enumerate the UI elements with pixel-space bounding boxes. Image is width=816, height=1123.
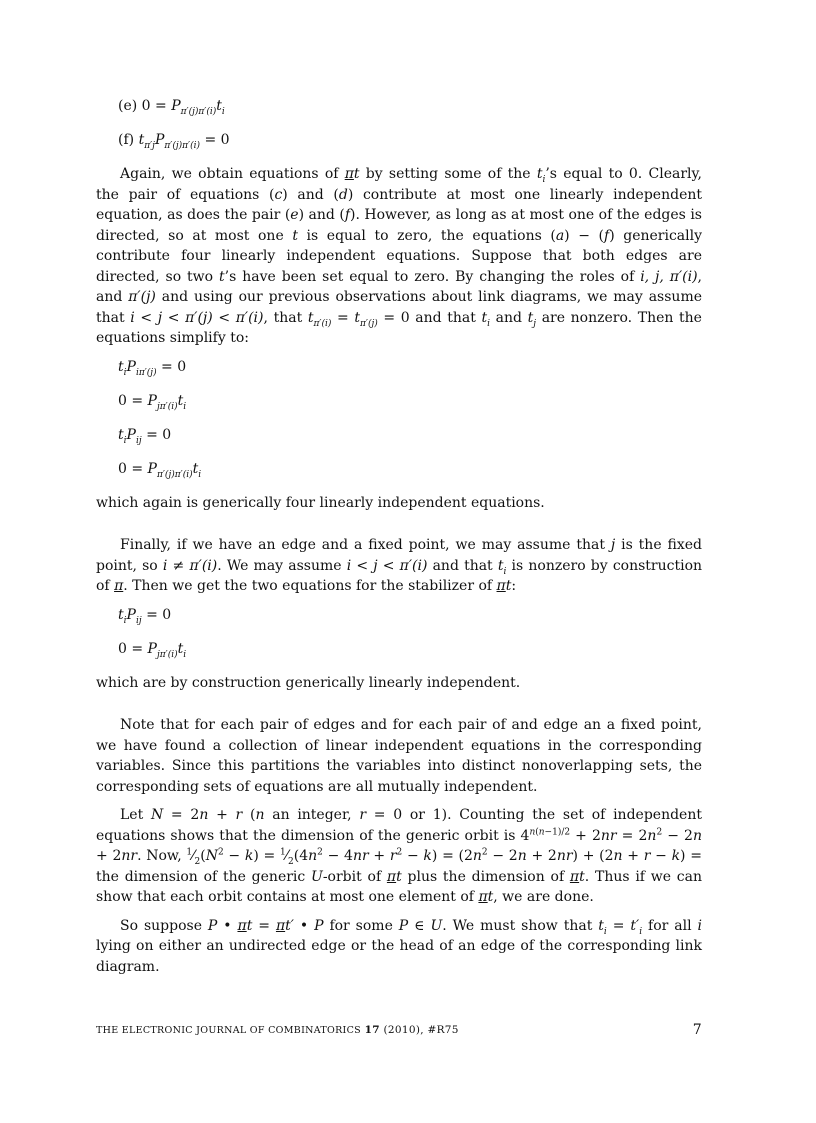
journal-citation: (2010), #R75 [383,1024,459,1036]
journal-volume: 17 [364,1024,380,1036]
paragraph-3: Finally, if we have an edge and a fixed point, we may assume that j is the fixed point, so i ≠ π′(i). We may assume i < j < π′(i) and that $t_i$ is nonzero by construction of π. Then we get the two equations for the stabilizer of πt: [96,537,703,594]
equation-t1: $t_iP_{ij} = 0$ [118,606,172,626]
equation-e: (e) $0 = P_{\pi'(j)\pi'(i)}t_i$ [118,98,225,117]
journal-name: THE ELECTRONIC JOURNAL OF COMBINATORICS [96,1025,361,1036]
paragraph-6: Let N = 2n + r (n an integer, r = 0 or 1). Counting the set of independent equations shows that the dimension of the generic orbit is $4^{n(n-1)/2} + 2nr = 2n^2 - 2n + 2nr$. Now, $^1⁄_2(N^2 - k)$ = $^1⁄_2(4n^2 - 4nr + r^2 - k) = (2n^2 - 2n + 2nr) + (2n + r - k)$ = the dimension of the generic U-orbit of πt plus the dimension of πt. Thus if we can show that each orbit contains at most one element of πt, we are done. [96,807,702,905]
equation-s3: $t_iP_{ij} = 0$ [118,426,172,446]
equation-t2: $0 = P_{j\pi'(i)}t_i$ [118,640,187,660]
paragraph-7: So suppose P • πt = πt′ • P for some P ∈ U. We must show that $t_i = t'_i$ for all i lying on either an undirected edge or the head of an edge of the corresponding link diagram. [96,917,702,975]
equation-s4: $0 = P_{\pi'(j)\pi'(i)}t_i$ [118,460,202,480]
equation-s2: $0 = P_{j\pi'(i)}t_i$ [118,392,187,412]
equation-s1: $t_iP_{i\pi'(j)} = 0$ [118,358,187,378]
paragraph-2: which again is generically four linearly independent equations. [96,494,545,511]
paragraph-1: Again, we obtain equations of πt by setting some of the $t_i’s$ equal to 0. Clearly, the pair of equations (c) and (d) contribute at most one linearly independent equation, as does the pair (e) and (f). However, as long as at most one of the edges is directed, so at most one t is equal to zero, the equations (a) − (f) generically contribute four linearly independent equations. Suppose that both edges are directed, so two t’s have been set equal to zero. By changing the roles of i, j, π′(i), and π′(j) and using our previous observations about link diagrams, we may assume that i < j < π′(j) < π′(i), that $t_{\pi'(i)} = t_{\pi'(j)} = 0$ and that $t_i$ and $t_j$ are nonzero. Then the equations simplify to: [96,166,703,346]
equation-f: (f) $t_{\pi'j}P_{\pi'(j)\pi'(i)} = 0$ [118,132,230,151]
page-number: 7 [692,1022,702,1038]
paragraph-5: Note that for each pair of edges and for each pair of and edge an a fixed point, we have found a collection of linear independent equations in the corresponding variables. Since this partitions the variables into distinct nonoverlapping sets, the corresponding sets of equations are all mutually independent. [96,717,702,795]
page-footer [96,1024,702,1036]
page-body [96,96,702,977]
paragraph-4: which are by construction generically linearly independent. [96,674,521,691]
